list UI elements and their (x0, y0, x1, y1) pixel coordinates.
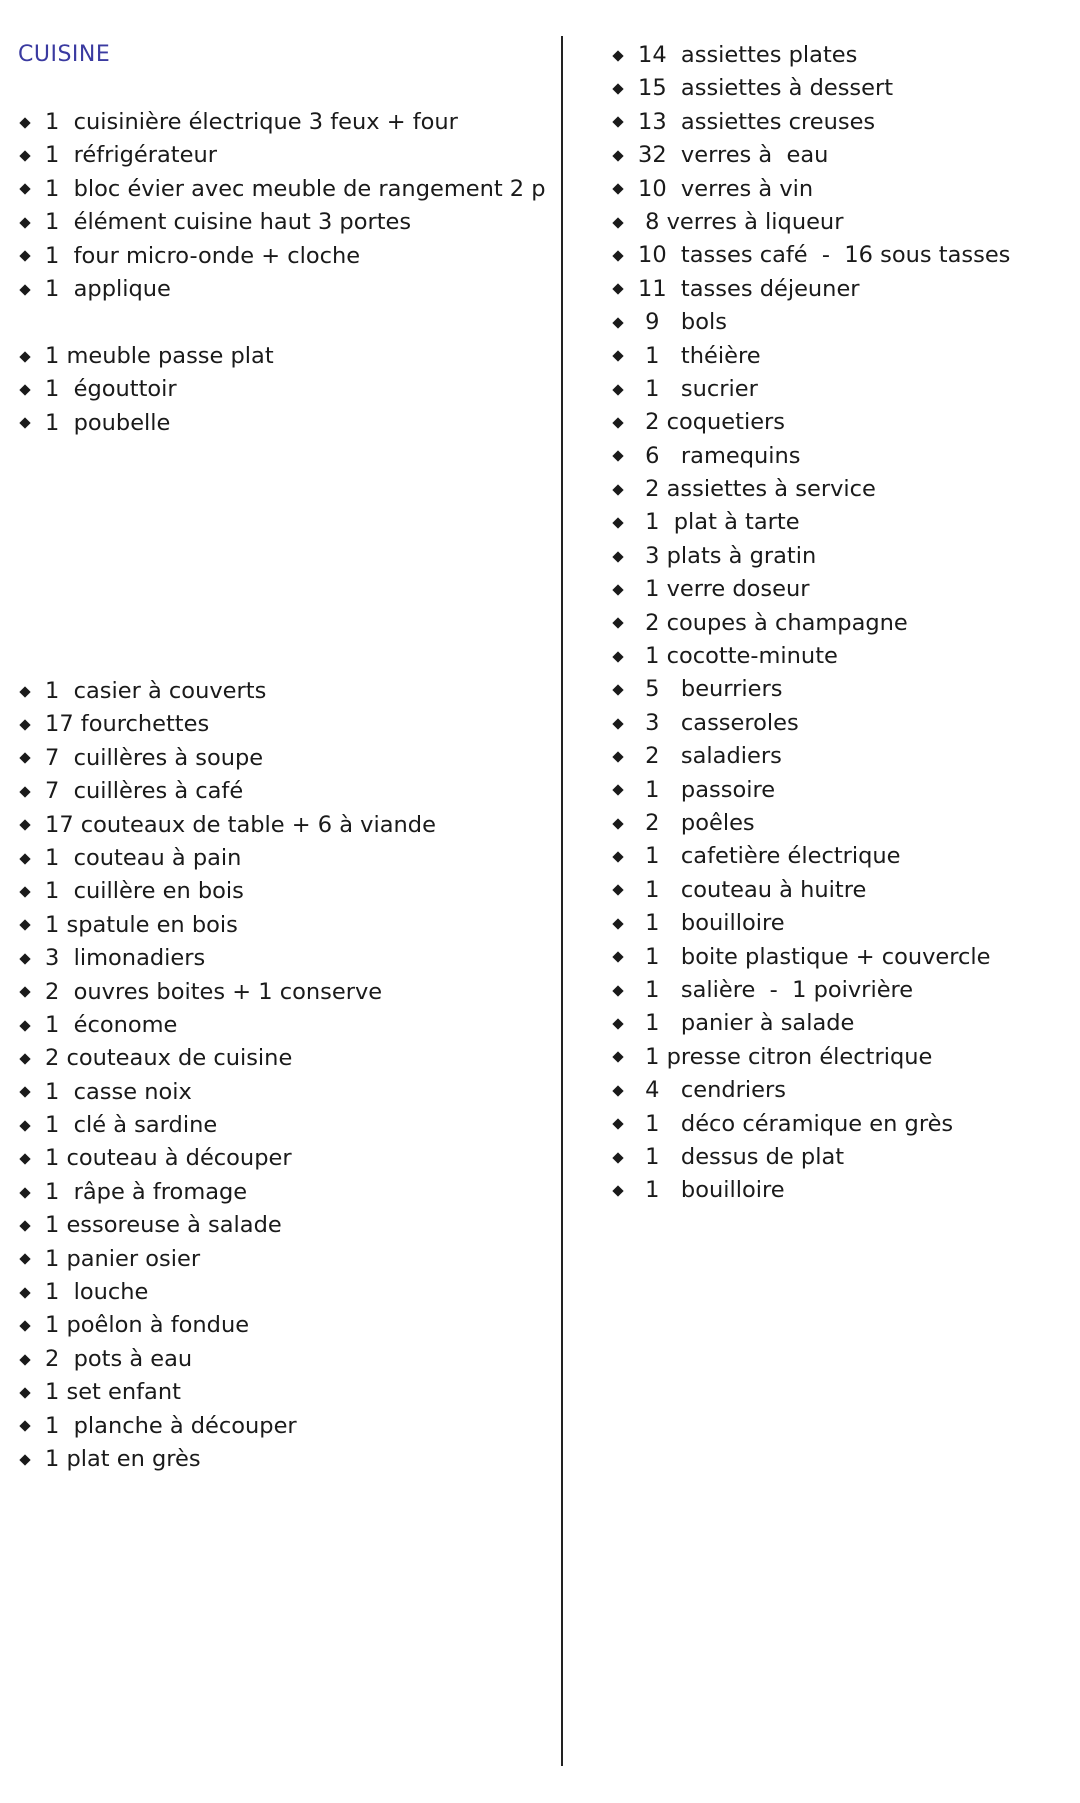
bullet-icon (19, 418, 30, 429)
bullet-icon (612, 718, 623, 729)
item-label: 1 poubelle (45, 409, 171, 436)
bullet-icon (19, 1020, 30, 1031)
list-item (611, 607, 1010, 640)
list-item (611, 206, 1010, 239)
bullet-icon (612, 1085, 623, 1096)
item-label: 1 cafetière électrique (638, 843, 901, 870)
item-label: 1 sucrier (638, 375, 758, 402)
bullet-icon (612, 317, 623, 328)
item-label: 1 panier à salade (638, 1010, 855, 1037)
list-item (18, 1243, 436, 1276)
bullet-icon (612, 551, 623, 562)
list-item (611, 373, 1010, 406)
list-item (18, 1209, 436, 1242)
item-label: 4 cendriers (638, 1077, 786, 1104)
bullet-icon (19, 820, 30, 831)
bullet-icon (612, 417, 623, 428)
list-item (611, 807, 1010, 840)
list-item (18, 373, 274, 406)
item-label: 1 louche (45, 1279, 149, 1306)
item-label: 1 casse noix (45, 1078, 192, 1105)
item-label: 1 couteau à pain (45, 844, 242, 871)
bullet-icon (612, 1185, 623, 1196)
list-item (611, 1141, 1010, 1174)
list-item (18, 1009, 436, 1042)
list-item (18, 809, 436, 842)
bullet-icon (612, 952, 623, 963)
item-label: 1 bouilloire (638, 910, 785, 937)
list-item (18, 273, 546, 306)
list-item (611, 273, 1010, 306)
bullet-icon (612, 517, 623, 528)
list-item (611, 440, 1010, 473)
item-label: 1 économe (45, 1011, 178, 1038)
list-item (611, 173, 1010, 206)
list-item (18, 407, 274, 440)
list-item (18, 1343, 436, 1376)
bullet-icon (19, 753, 30, 764)
item-label: 1 bouilloire (638, 1177, 785, 1204)
list-item (18, 1109, 436, 1142)
list-item (18, 1376, 436, 1409)
item-label: 7 cuillères à café (45, 778, 244, 805)
list-item (611, 239, 1010, 272)
bullet-icon (612, 351, 623, 362)
item-label: 13 assiettes creuses (638, 108, 876, 135)
item-label: 7 cuillères à soupe (45, 744, 264, 771)
bullet-icon (19, 953, 30, 964)
bullet-icon (19, 1287, 30, 1298)
item-label: 1 cocotte-minute (638, 643, 838, 670)
list-item (611, 673, 1010, 706)
item-label: 2 coquetiers (638, 409, 786, 436)
item-label: 1 boite plastique + couvercle (638, 943, 991, 970)
list-item (18, 173, 546, 206)
item-label: 1 clé à sardine (45, 1112, 218, 1139)
bullet-icon (19, 1120, 30, 1131)
list-item (611, 1074, 1010, 1107)
list-item (611, 1108, 1010, 1141)
item-label: 1 bloc évier avec meuble de rangement 2 p (45, 175, 546, 202)
column-divider (561, 36, 563, 1766)
bullet-icon (612, 83, 623, 94)
bullet-icon (612, 484, 623, 495)
list-item (611, 39, 1010, 72)
item-label: 1 plat en grès (45, 1445, 201, 1472)
bullet-icon (612, 50, 623, 61)
item-label: 1 réfrigérateur (45, 142, 217, 169)
bullet-icon (19, 251, 30, 262)
bullet-icon (612, 284, 623, 295)
bullet-icon (612, 451, 623, 462)
item-label: 1 plat à tarte (638, 509, 800, 536)
list-item (611, 473, 1010, 506)
list-item (18, 1142, 436, 1175)
item-label: 1 théière (638, 342, 761, 369)
bullet-icon (19, 1220, 30, 1231)
bullet-icon (19, 351, 30, 362)
bullet-icon (19, 1320, 30, 1331)
bullet-icon (612, 651, 623, 662)
list-item (18, 708, 436, 741)
bullet-icon (612, 217, 623, 228)
bullet-icon (612, 1018, 623, 1029)
item-label: 1 cuisinière électrique 3 feux + four (45, 109, 458, 135)
bullet-icon (19, 719, 30, 730)
item-label: 14 assiettes plates (638, 42, 858, 68)
item-label: 1 passoire (638, 776, 776, 803)
bullet-icon (612, 851, 623, 862)
list-item (18, 1309, 436, 1342)
bullet-icon (19, 987, 30, 998)
bullet-icon (19, 1421, 30, 1432)
item-label: 1 presse citron électrique (638, 1043, 933, 1070)
item-label: 1 panier osier (45, 1245, 201, 1272)
list-item (611, 774, 1010, 807)
bullet-icon (19, 117, 30, 128)
bullet-icon (19, 1354, 30, 1365)
bullet-icon (612, 1052, 623, 1063)
item-label: 1 essoreuse à salade (45, 1212, 282, 1239)
item-label: 1 déco céramique en grès (638, 1110, 954, 1137)
bullet-icon (612, 618, 623, 629)
item-label: 1 couteau à découper (45, 1145, 292, 1172)
item-label: 2 assiettes à service (638, 476, 876, 503)
item-label: 8 verres à liqueur (638, 208, 844, 235)
item-label: 3 limonadiers (45, 945, 206, 972)
item-label: 2 saladiers (638, 743, 782, 770)
item-label: 1 set enfant (45, 1379, 181, 1406)
bullet-icon (612, 1152, 623, 1163)
bullet-icon (612, 250, 623, 261)
bullet-icon (19, 1387, 30, 1398)
bullet-icon (612, 985, 623, 996)
item-label: 6 ramequins (638, 442, 801, 469)
bullet-icon (612, 684, 623, 695)
item-label: 5 beurriers (638, 676, 783, 703)
bullet-icon (19, 686, 30, 697)
bullet-icon (19, 1153, 30, 1164)
bullet-icon (612, 184, 623, 195)
list-item (18, 1410, 436, 1443)
list-item (18, 1076, 436, 1109)
item-label: 17 fourchettes (45, 711, 210, 738)
list-item (611, 740, 1010, 773)
list-item (18, 875, 436, 908)
item-label: 3 casseroles (638, 709, 799, 736)
list-item (611, 506, 1010, 539)
item-label: 1 four micro-onde + cloche (45, 242, 361, 269)
list-item (611, 941, 1010, 974)
list-item (18, 1443, 436, 1476)
list-item (611, 72, 1010, 105)
list-item (611, 840, 1010, 873)
bullet-icon (612, 1119, 623, 1130)
bullet-icon (19, 150, 30, 161)
bullet-icon (612, 150, 623, 161)
item-label: 1 applique (45, 275, 171, 302)
list-item (18, 206, 546, 239)
bullet-icon (19, 1187, 30, 1198)
bullet-icon (612, 818, 623, 829)
list-item (611, 974, 1010, 1007)
section-title: CUISINE (18, 42, 111, 67)
item-label: 1 râpe à fromage (45, 1178, 248, 1205)
bullet-icon (612, 117, 623, 128)
item-label: 1 égouttoir (45, 376, 177, 403)
item-label: 1 poêlon à fondue (45, 1312, 250, 1339)
list-item (611, 1174, 1010, 1207)
list-item (611, 406, 1010, 439)
bullet-icon (19, 853, 30, 864)
item-label: 2 couteaux de cuisine (45, 1045, 293, 1072)
list-item (18, 675, 436, 708)
bullet-icon (612, 751, 623, 762)
bullet-icon (612, 918, 623, 929)
item-label: 1 salière - 1 poivrière (638, 976, 914, 1003)
list-item (18, 742, 436, 775)
right-list (611, 39, 1010, 1208)
list-item (611, 640, 1010, 673)
bullet-icon (19, 1087, 30, 1098)
list-item (18, 775, 436, 808)
bullet-icon (19, 284, 30, 295)
item-label: 3 plats à gratin (638, 542, 817, 569)
item-label: 10 tasses café - 16 sous tasses (638, 242, 1011, 269)
list-item (18, 106, 546, 139)
list-item (611, 139, 1010, 172)
item-label: 1 couteau à huitre (638, 876, 867, 903)
list-item (611, 573, 1010, 606)
bullet-icon (19, 1254, 30, 1265)
bullet-icon (19, 1454, 30, 1465)
list-item (18, 1176, 436, 1209)
item-label: 2 coupes à champagne (638, 609, 908, 636)
list-item (611, 340, 1010, 373)
list-item (18, 340, 274, 373)
bullet-icon (19, 886, 30, 897)
list-item (18, 1042, 436, 1075)
list-item (18, 909, 436, 942)
list-item (18, 1276, 436, 1309)
left-group-1 (18, 106, 546, 306)
item-label: 10 verres à vin (638, 175, 814, 202)
item-label: 1 cuillère en bois (45, 878, 244, 905)
item-label: 1 dessus de plat (638, 1143, 845, 1170)
list-item (18, 139, 546, 172)
list-item (18, 942, 436, 975)
bullet-icon (19, 184, 30, 195)
item-label: 1 verre doseur (638, 576, 810, 603)
bullet-icon (612, 885, 623, 896)
item-label: 2 pots à eau (45, 1345, 193, 1372)
item-label: 1 élément cuisine haut 3 portes (45, 209, 412, 236)
item-label: 1 spatule en bois (45, 911, 238, 938)
list-item (611, 1007, 1010, 1040)
item-label: 1 planche à découper (45, 1412, 297, 1439)
bullet-icon (19, 920, 30, 931)
list-item (18, 976, 436, 1009)
item-label: 2 poêles (638, 809, 755, 836)
item-label: 11 tasses déjeuner (638, 275, 860, 302)
bullet-icon (612, 384, 623, 395)
list-item (611, 306, 1010, 339)
list-item (611, 540, 1010, 573)
item-label: 32 verres à eau (638, 142, 829, 169)
bullet-icon (19, 384, 30, 395)
list-item (611, 907, 1010, 940)
list-item (611, 1041, 1010, 1074)
item-label: 17 couteaux de table + 6 à viande (45, 811, 436, 838)
item-label: 1 casier à couverts (45, 678, 267, 704)
bullet-icon (612, 785, 623, 796)
list-item (611, 106, 1010, 139)
list-item (18, 842, 436, 875)
left-group-2 (18, 340, 274, 440)
item-label: 15 assiettes à dessert (638, 75, 894, 102)
left-group-3 (18, 675, 436, 1476)
list-item (18, 240, 546, 273)
item-label: 2 ouvres boites + 1 conserve (45, 978, 383, 1005)
item-label: 1 meuble passe plat (45, 343, 274, 369)
item-label: 9 bols (638, 309, 727, 336)
list-item (611, 874, 1010, 907)
bullet-icon (19, 1053, 30, 1064)
bullet-icon (19, 786, 30, 797)
bullet-icon (612, 584, 623, 595)
list-item (611, 707, 1010, 740)
bullet-icon (19, 217, 30, 228)
